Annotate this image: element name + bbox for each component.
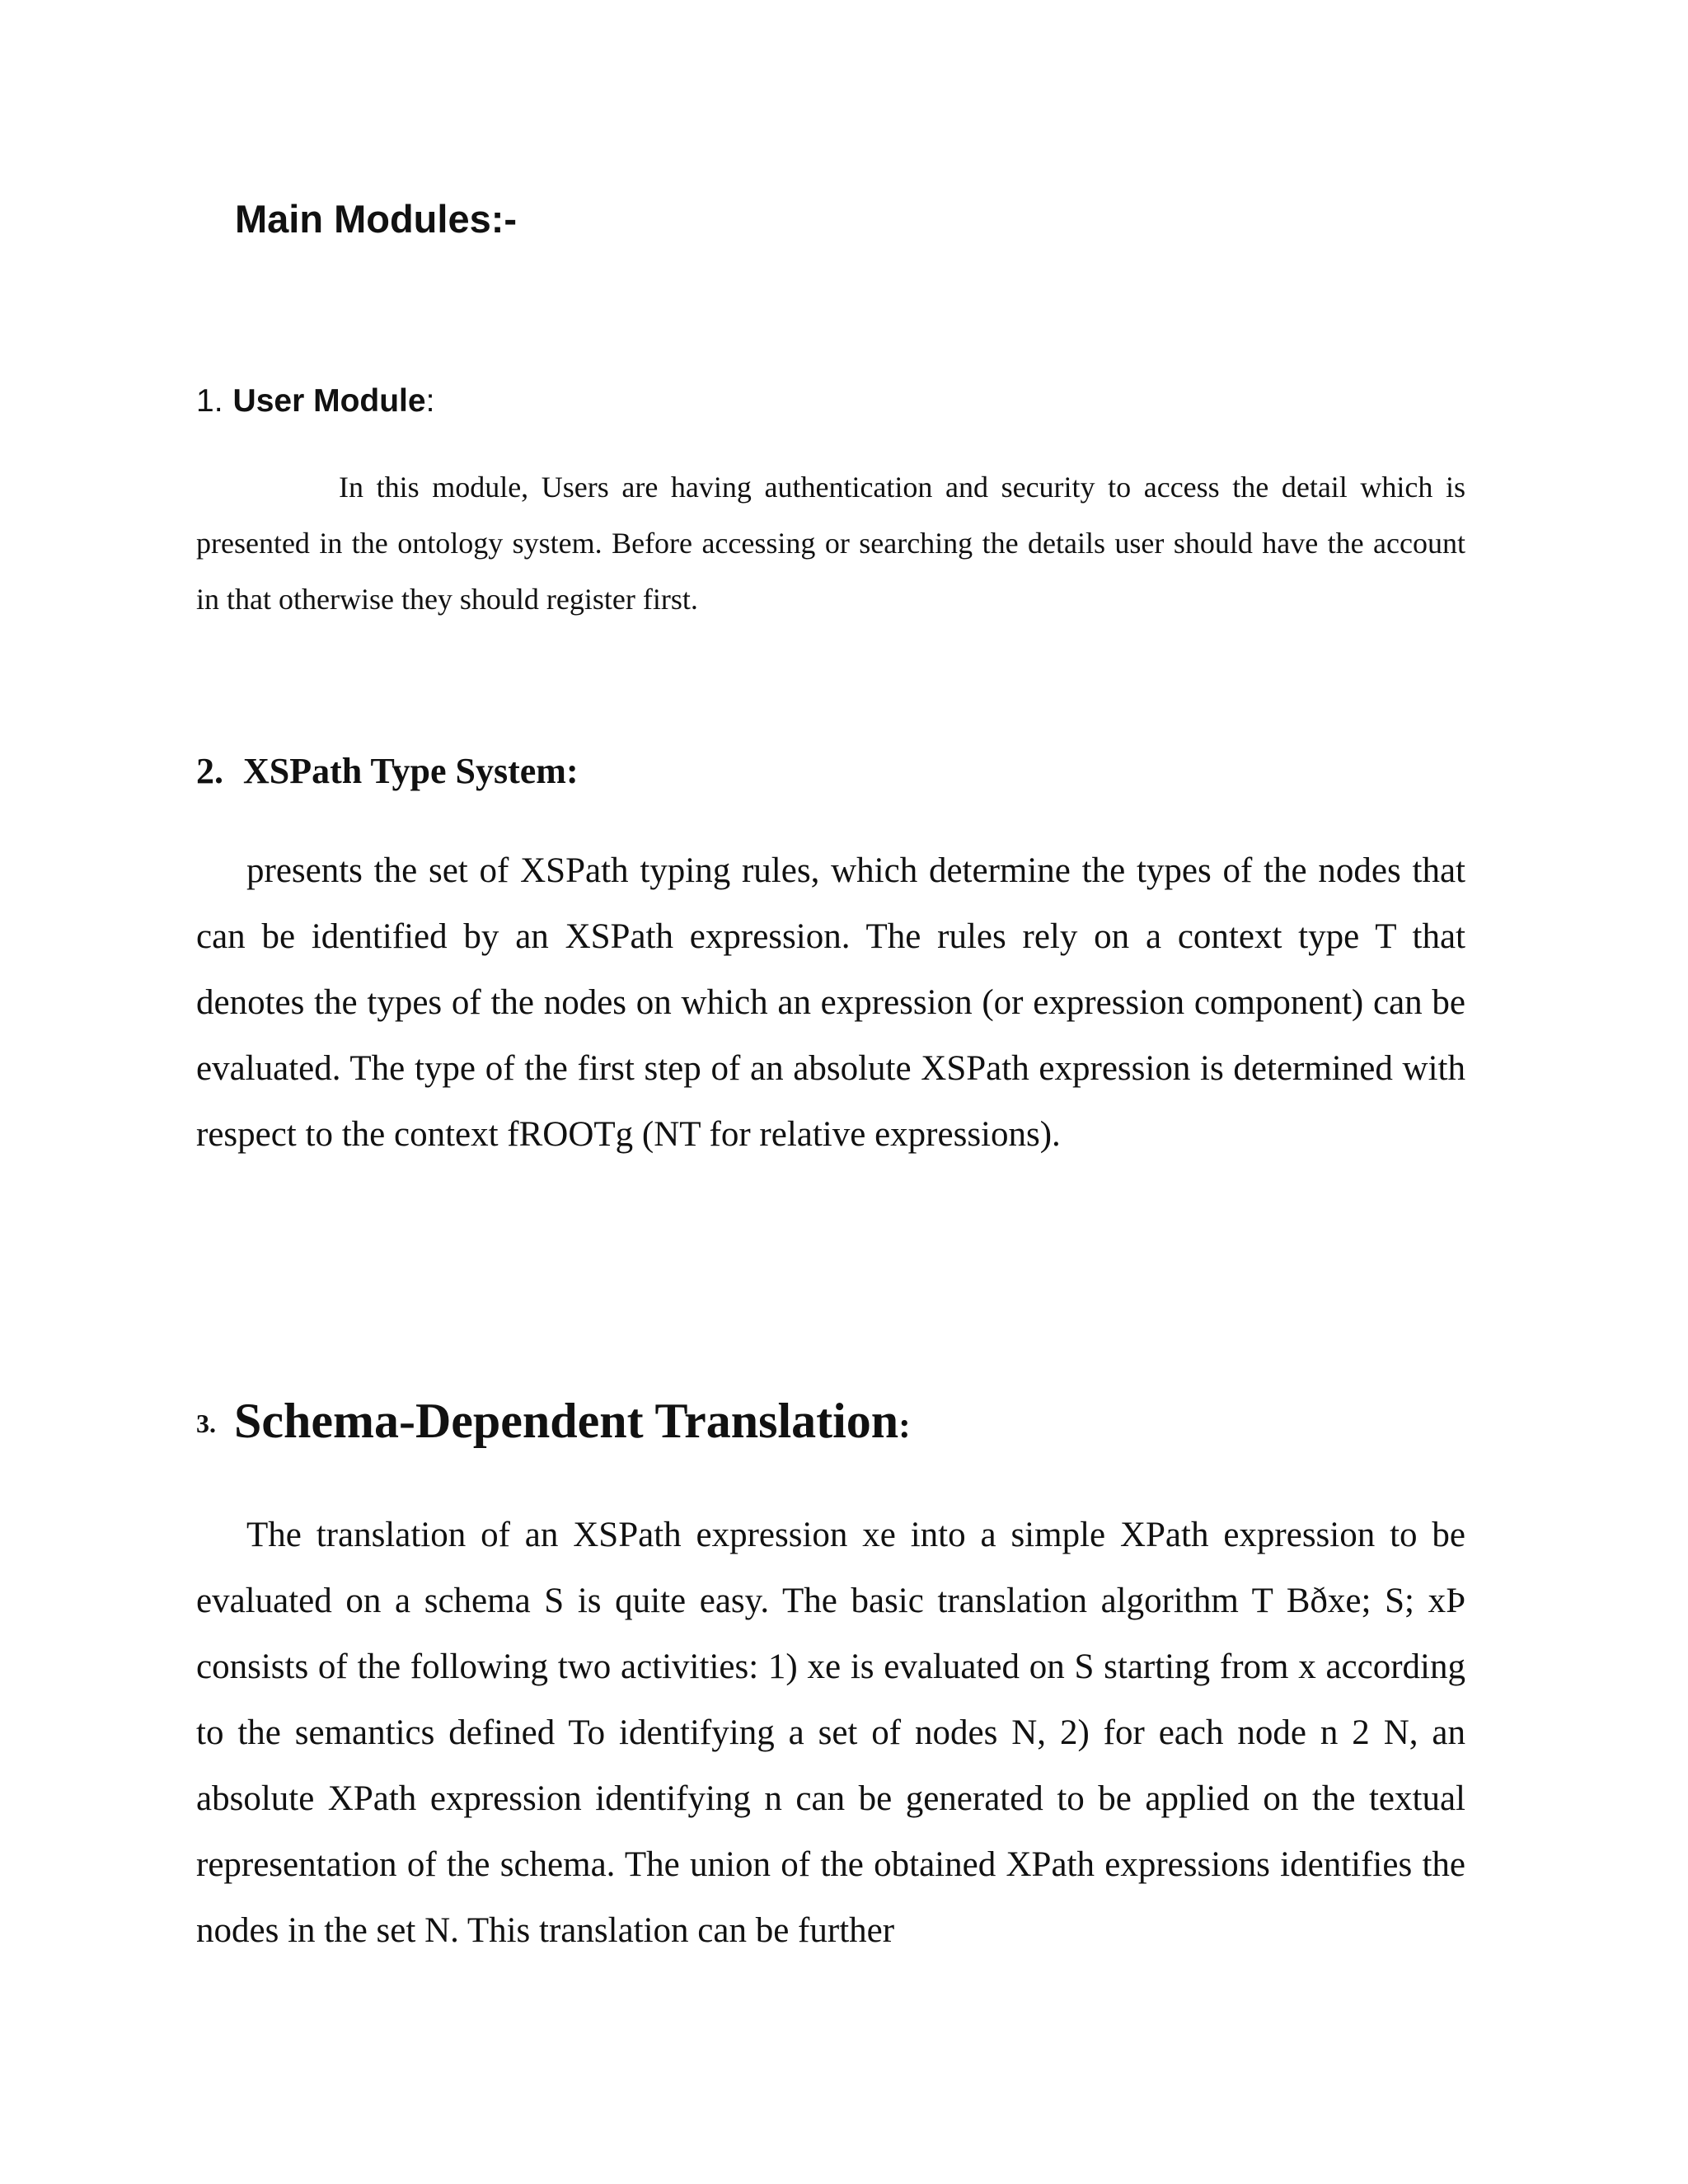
section-title: Schema-Dependent Translation [234, 1394, 899, 1448]
section-body-xspath-type-system: presents the set of XSPath typing rules, which determine the types of the nodes that can be identified by an XSPath expression. The rules rely on a context type T that denotes the types of the nodes on which an expression (or expression component) can be evaluated. The type of the first step of an absolute XSPath expression is determined with respect to the context fROOTg (NT for relative expressions). [196, 851, 1465, 1154]
section-heading-schema-dependent-translation [196, 1393, 911, 1450]
section-body-schema-dependent-translation: The translation of an XSPath expression xe into a simple XPath expression to be evaluated on a schema S is quite easy. The basic translation algorithm T Bðxe; S; xÞ consists of the following two activities: 1) xe is evaluated on S starting from x according to the semantics defined To identifying a set of nodes N, 2) for each node n 2 N, an absolute XPath expression identifying n can be generated to be applied on the textual representation of the schema. The union of the obtained XPath expressions identifies the nodes in the set N. This translation can be further [196, 1516, 1465, 1950]
section-number: 1. [196, 383, 223, 419]
section-number: 2. [196, 751, 223, 791]
section-title-suffix: : [425, 383, 435, 419]
section-title-suffix: : [898, 1405, 911, 1446]
section-title: XSPath Type System: [243, 751, 579, 791]
section-body-user-module: In this module, Users are having authentication and security to access the detail which is presented in the ontology system. Before accessing or searching the details user should have the account in that otherwise they should register first. [196, 471, 1465, 616]
section-heading-xspath-type-system [196, 750, 579, 792]
section-title: User Module [232, 383, 426, 419]
section-heading-user-module [196, 383, 434, 419]
section-number: 3. [196, 1408, 216, 1438]
page-title: Main Modules:- [235, 197, 518, 241]
